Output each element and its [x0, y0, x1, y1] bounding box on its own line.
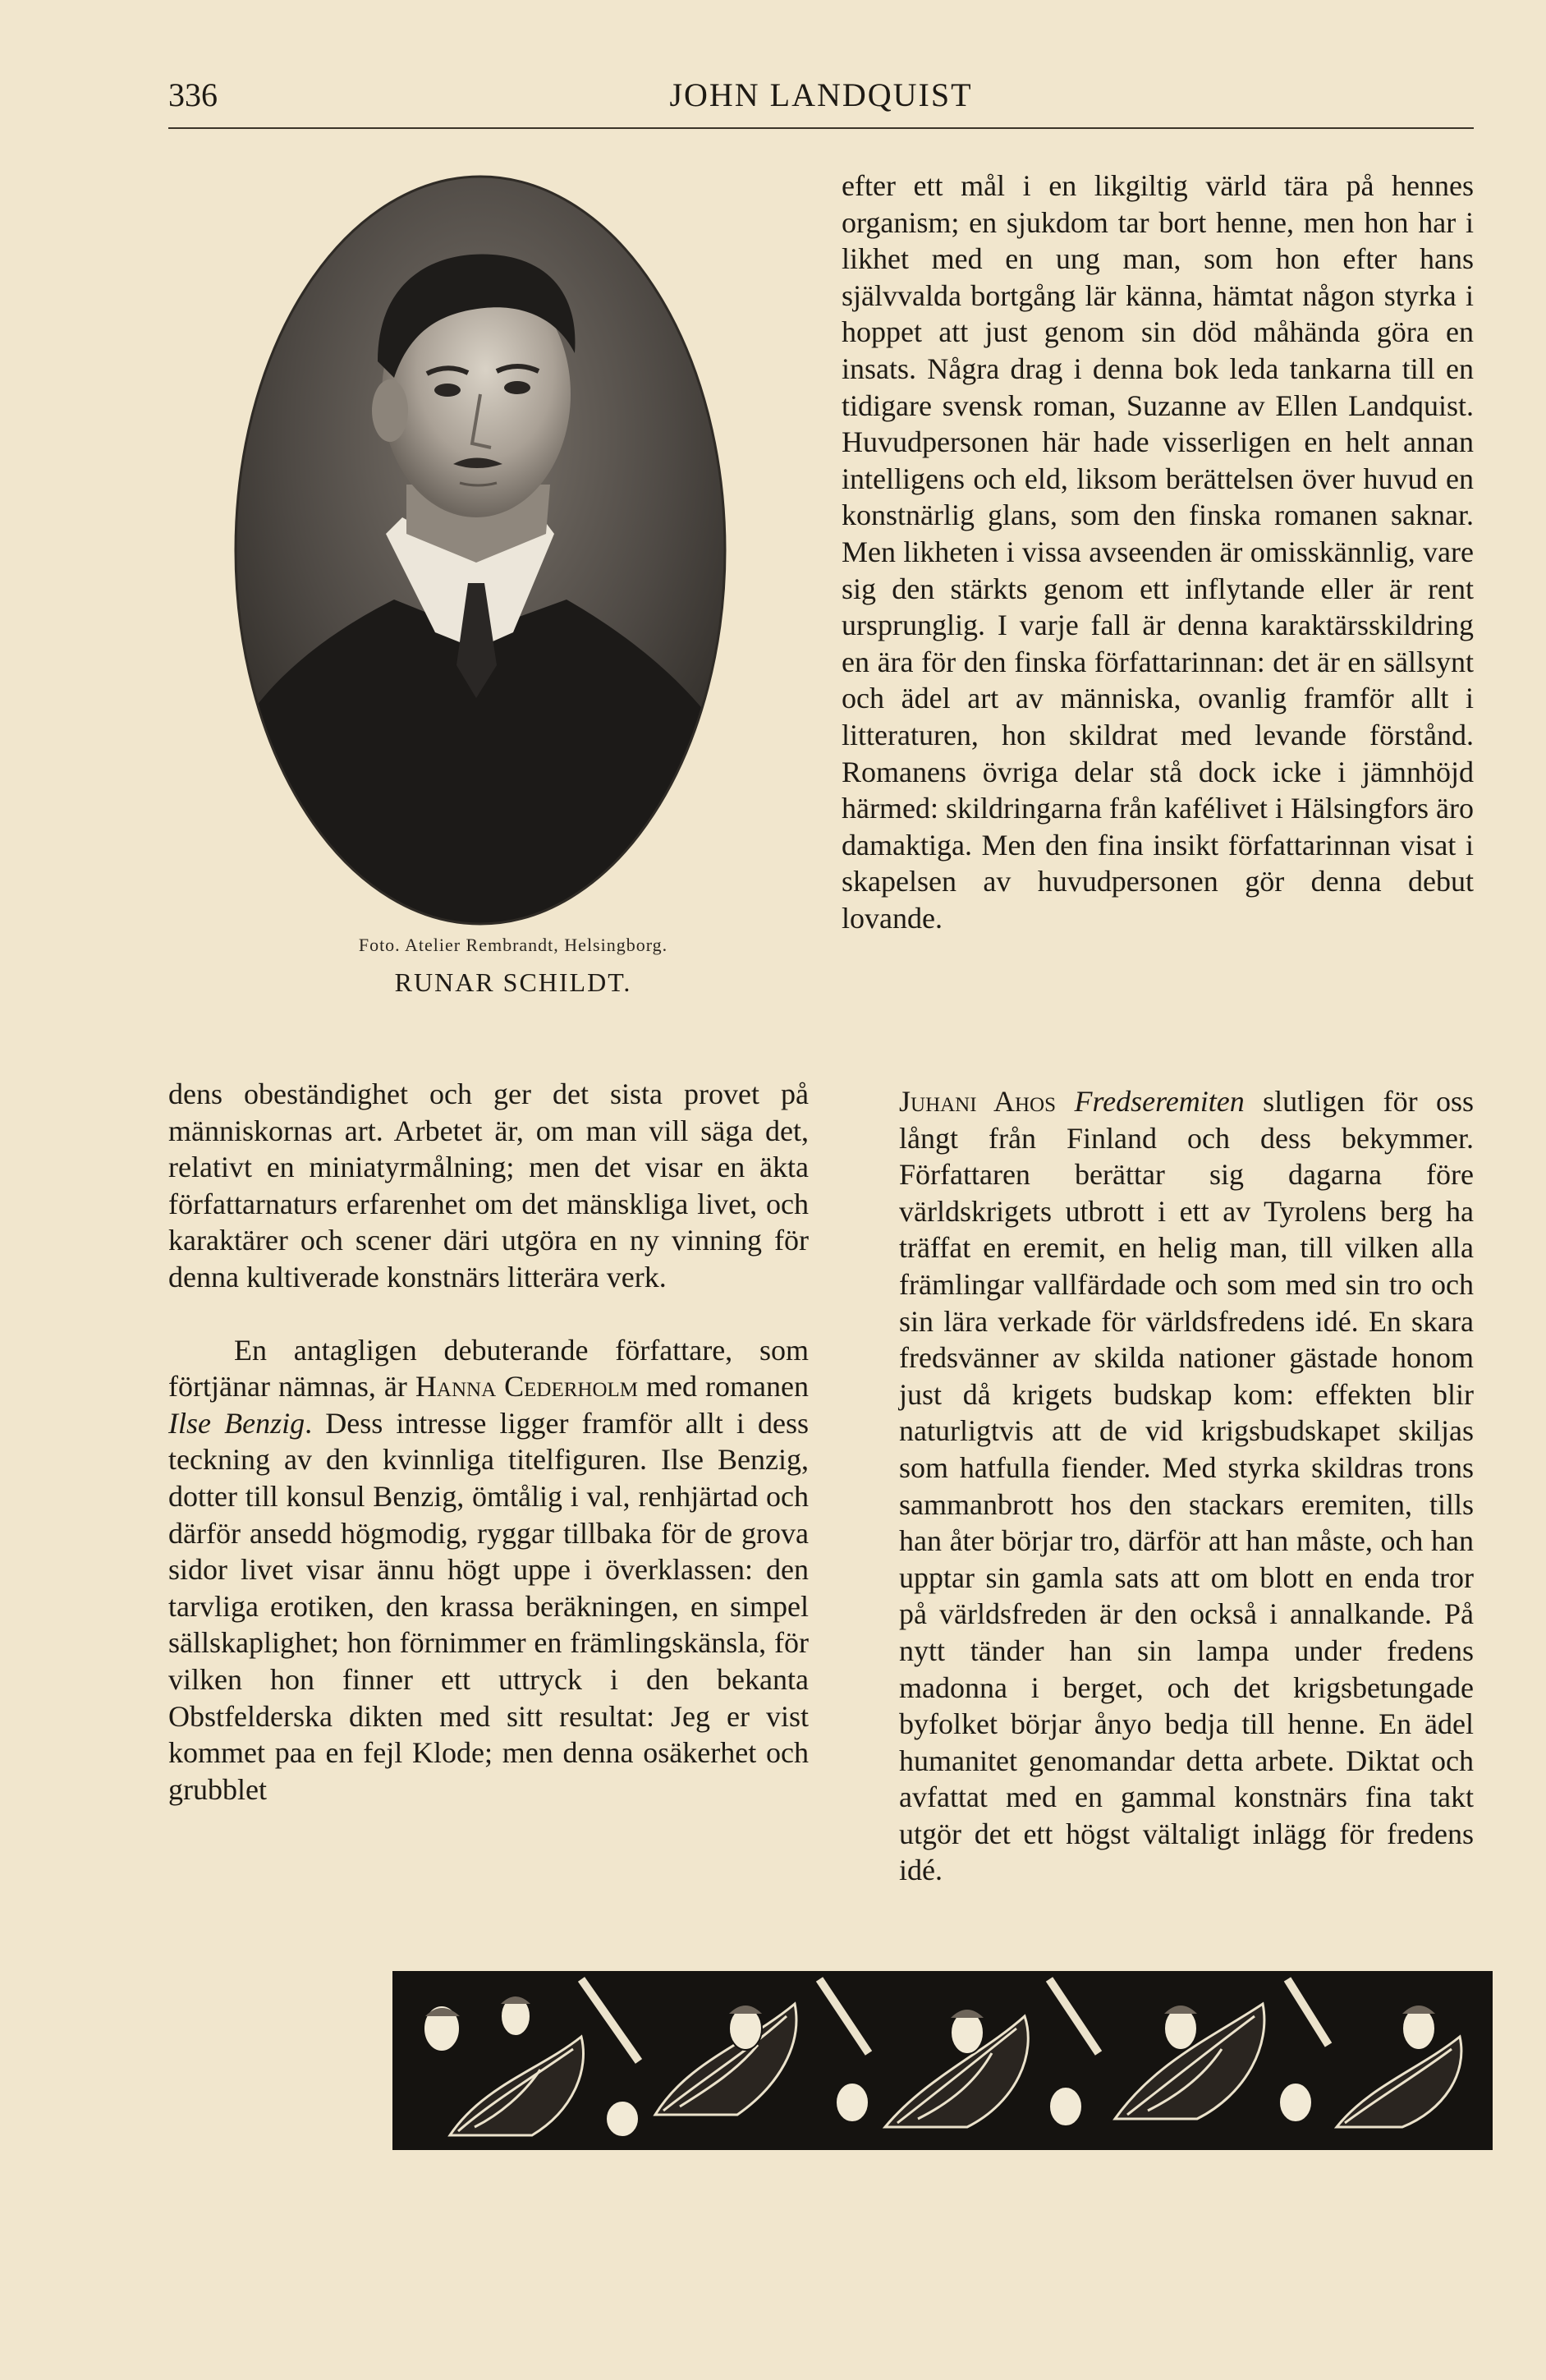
paragraph [168, 1332, 809, 1808]
book-title: Fredseremiten [1074, 1085, 1245, 1118]
left-column [168, 1076, 809, 1808]
page-header [168, 76, 1474, 133]
running-head: JOHN LANDQUIST [669, 76, 973, 113]
photo-credit: Foto. Atelier Rembrandt, Helsingborg. [358, 935, 668, 955]
text-run: . Dess intresse ligger framför allt i dess teckning av den kvinnliga titelfiguren. Ilse Benzig, dotter till konsul Benzig, ömtålig i val, renhjärtad och därför ansedd högmodig, ryggar tillbaka för de grova sidor livet visar ännu högt uppe i överklassen: den tarvliga erotiken, den krassa beräkningen, en simpel sällskaplighet; hon förnimmer en främlingskänsla, för vilken hon finner ett uttryck i den bekanta Obstfelderska dikten med sitt resultat: Jeg er vist kommet paa en fejl Klode; men denna osäkerhet och grubblet [168, 1406, 809, 1806]
text-run: med romanen [638, 1370, 809, 1404]
book-title: Ilse Benzig [168, 1406, 305, 1440]
page-number: 336 [168, 76, 218, 113]
author-name: Hanna Cederholm [415, 1370, 639, 1404]
oak-leaf-ornament [392, 1971, 1493, 2150]
author-name: Juhani Ahos [899, 1085, 1057, 1118]
header-rule [168, 127, 1474, 129]
photo-caption: RUNAR SCHILDT. [394, 967, 632, 997]
portrait-photo [230, 172, 731, 928]
right-column-bottom [899, 1083, 1474, 1889]
text-run: En antagligen debuterande författare, som förtjänar nämnas, är [168, 1333, 809, 1404]
text-run: slutligen för oss långt från Finland och dess bekymmer. Författaren berättar sig dagarna före världskrigets utbrott i ett av Tyrolens berg ha träffat en eremit, en helig man, till vilken alla främlingar vallfärdade och som med sin tro och sin lära verkade för världsfredens idé. En skara fredsvänner av skilda nationer gästade honom just då krigets budskap kom: effekten blir naturligtvis att de vid krigsbudskapet skiljas som hatfulla fiender. Med styrka skildras trons sammanbrott hos den stackars eremiten, tills han åter börjar tro, därför att han måste, och han upptar sin gamla sats att om blott en enda tror på världsfreden är den också i annalkande. På nytt tänder han sin lampa under fredens madonna i berget, och det krigsbetungade byfolket börjar ånyo bedja till henne. En ädel humanitet genomandar detta arbete. Diktat och avfattat med en gammal konstnärs fina takt utgör det ett högst vältaligt inlägg för fredens idé. [899, 1085, 1475, 1887]
paragraph: efter ett mål i en likgiltig värld tära på hennes organism; en sjukdom tar bort henne, men hon har i likhet med en ung man, som hon efter hans självvalda bortgång lär känna, hämtat någon styrka i hoppet att just genom sin död måhända göra en insats. Några drag i denna bok leda tankarna till en tidigare svensk roman, Suzanne av Ellen Landquist. Huvudpersonen här hade visserligen en helt annan intelligens och eld, liksom berättelsen över huvud en konstnärlig glans, som den finska romanen saknar. Men likheten i vissa avseenden är omisskännlig, vare sig den stärkts genom ett inflytande eller är rent ursprunglig. I varje fall är denna karaktärsskildring en ära för den finska författarinnan: det är en sällsynt och ädel art av människa, ovanlig framför allt i litteraturen, hon skildrat med levande förstånd. Romanens övriga delar stå dock icke i jämnhöjd härmed: skildringarna från kafélivet i Hälsingfors äro damaktiga. Men den fina insikt författarinnan visat i skapelsen av huvudpersonen gör denna debut lovande. [842, 169, 1474, 935]
paragraph: dens obeständighet och ger det sista provet på människornas art. Arbetet är, om man vill säga det, relativt en miniatyrmålning; men det visar en äkta författarnaturs erfarenhet om det mänskliga livet, och karaktärer och scener däri utgöra en ny vinning för denna kultiverade konstnärs litterära verk. [168, 1077, 809, 1293]
right-column-top [842, 168, 1474, 936]
paragraph [899, 1083, 1474, 1889]
